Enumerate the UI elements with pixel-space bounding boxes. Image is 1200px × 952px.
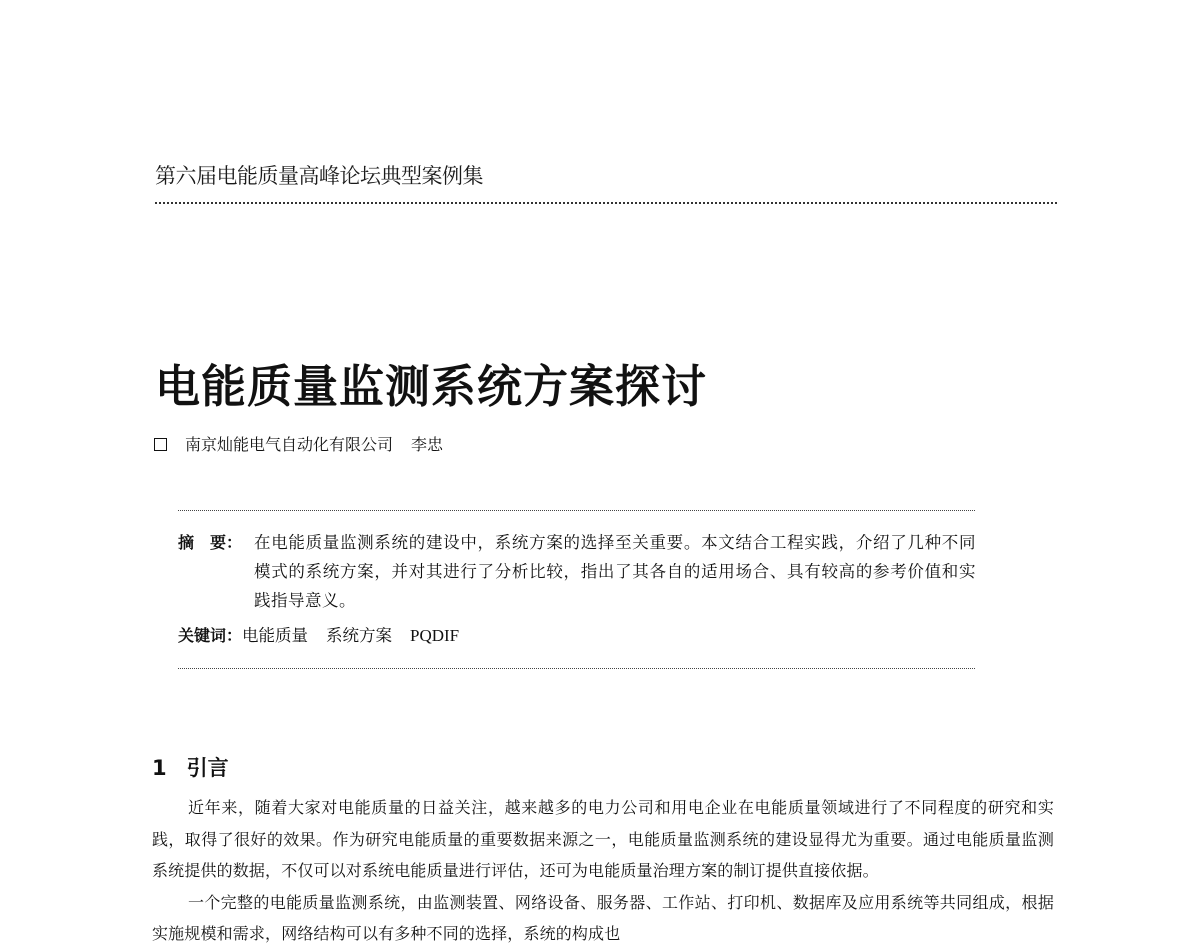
abstract-block	[178, 528, 978, 615]
abstract-top-divider	[178, 510, 975, 511]
section-number: 1	[152, 756, 167, 780]
keyword-item: 系统方案	[326, 626, 393, 645]
abstract-label	[178, 528, 242, 557]
article-title: 电能质量监测系统方案探讨	[155, 360, 708, 413]
paragraph: 近年来，随着大家对电能质量的日益关注，越来越多的电力公司和用电企业在电能质量领域进行了不同程度的研究和实践，取得了很好的效果。作为研究电能质量的重要数据来源之一，电能质量监测系统的建设显得尤为重要。通过电能质量监测系统提供的数据，不仅可以对系统电能质量进行评估，还可为电能质量治理方案的制订提供直接依据。	[152, 798, 1054, 880]
abstract-bottom-divider	[178, 668, 975, 669]
abstract-label-part1: 摘	[178, 533, 195, 552]
running-header: 第六届电能质量高峰论坛典型案例集	[155, 164, 483, 188]
keywords-label: 关键词：	[178, 626, 243, 645]
paragraph: 一个完整的电能质量监测系统，由监测装置、网络设备、服务器、工作站、打印机、数据库及应用系统等共同组成，根据实施规模和需求，网络结构可以有多种不同的选择，系统的构成也	[152, 892, 1054, 943]
square-bullet-icon	[154, 438, 167, 451]
section-heading	[152, 752, 229, 782]
section-body	[152, 792, 1054, 950]
abstract-text: 在电能质量监测系统的建设中，系统方案的选择至关重要。本文结合工程实践，介绍了几种不同模式的系统方案，并对其进行了分析比较，指出了其各自的适用场合、具有较高的参考价值和实践指导意义。	[254, 533, 976, 610]
section-title: 引言	[186, 756, 229, 780]
header-divider	[155, 202, 1057, 204]
author-line	[154, 432, 443, 455]
author-name: 李忠	[411, 435, 444, 454]
keyword-item: 电能质量	[242, 626, 309, 645]
keyword-item: PQDIF	[410, 626, 460, 645]
keywords-line	[178, 622, 459, 646]
abstract-label-part2: 要：	[210, 533, 243, 552]
affiliation: 南京灿能电气自动化有限公司	[185, 435, 394, 454]
